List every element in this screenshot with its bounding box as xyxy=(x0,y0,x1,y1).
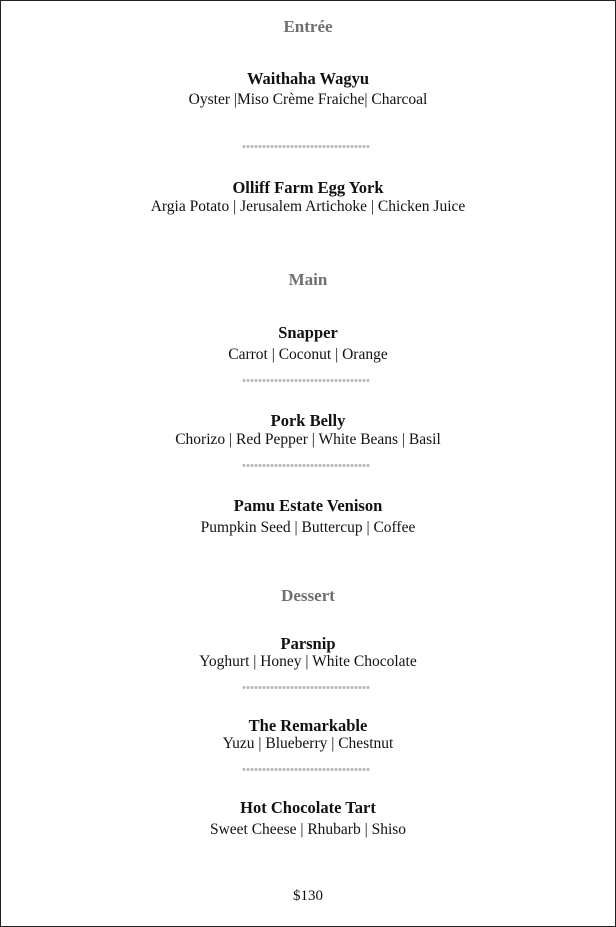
dish-name-hot-chocolate-tart: Hot Chocolate Tart xyxy=(240,798,376,817)
dish-divider xyxy=(242,767,370,772)
dish-name-the-remarkable: The Remarkable xyxy=(248,716,368,735)
dish-name-waithaha-wagyu: Waithaha Wagyu xyxy=(246,69,370,88)
dish-description-hot-chocolate-tart: Sweet Cheese | Rhubarb | Shiso xyxy=(209,821,407,838)
dish-description-waithaha-wagyu: Oyster |Miso Crème Fraiche| Charcoal xyxy=(188,91,428,108)
dish-description-olliff-farm-egg: Argia Potato | Jerusalem Artichoke | Chicken Juice xyxy=(150,198,466,215)
dish-description-snapper: Carrot | Coconut | Orange xyxy=(228,346,388,363)
faint-watermark-text xyxy=(237,451,241,466)
section-heading-entree: Entrée xyxy=(283,17,333,36)
dish-description-pamu-estate-venison: Pumpkin Seed | Buttercup | Coffee xyxy=(200,519,416,536)
dish-name-pamu-estate-venison: Pamu Estate Venison xyxy=(233,496,383,515)
section-heading-main: Main xyxy=(288,270,328,289)
menu-price: $130 xyxy=(293,888,323,904)
dish-name-snapper: Snapper xyxy=(278,323,338,342)
dish-description-the-remarkable: Yuzu | Blueberry | Chestnut xyxy=(222,735,394,752)
dish-divider xyxy=(242,144,370,149)
dish-description-pork-belly: Chorizo | Red Pepper | White Beans | Basil xyxy=(175,431,441,448)
dish-divider xyxy=(242,463,370,468)
dish-name-parsnip: Parsnip xyxy=(280,634,336,653)
dish-divider xyxy=(242,685,370,690)
section-heading-dessert: Dessert xyxy=(281,586,335,605)
dish-name-olliff-farm-egg: Olliff Farm Egg York xyxy=(232,178,384,197)
dish-name-pork-belly: Pork Belly xyxy=(270,411,346,430)
dish-divider xyxy=(242,378,370,383)
dish-description-parsnip: Yoghurt | Honey | White Chocolate xyxy=(199,653,417,670)
